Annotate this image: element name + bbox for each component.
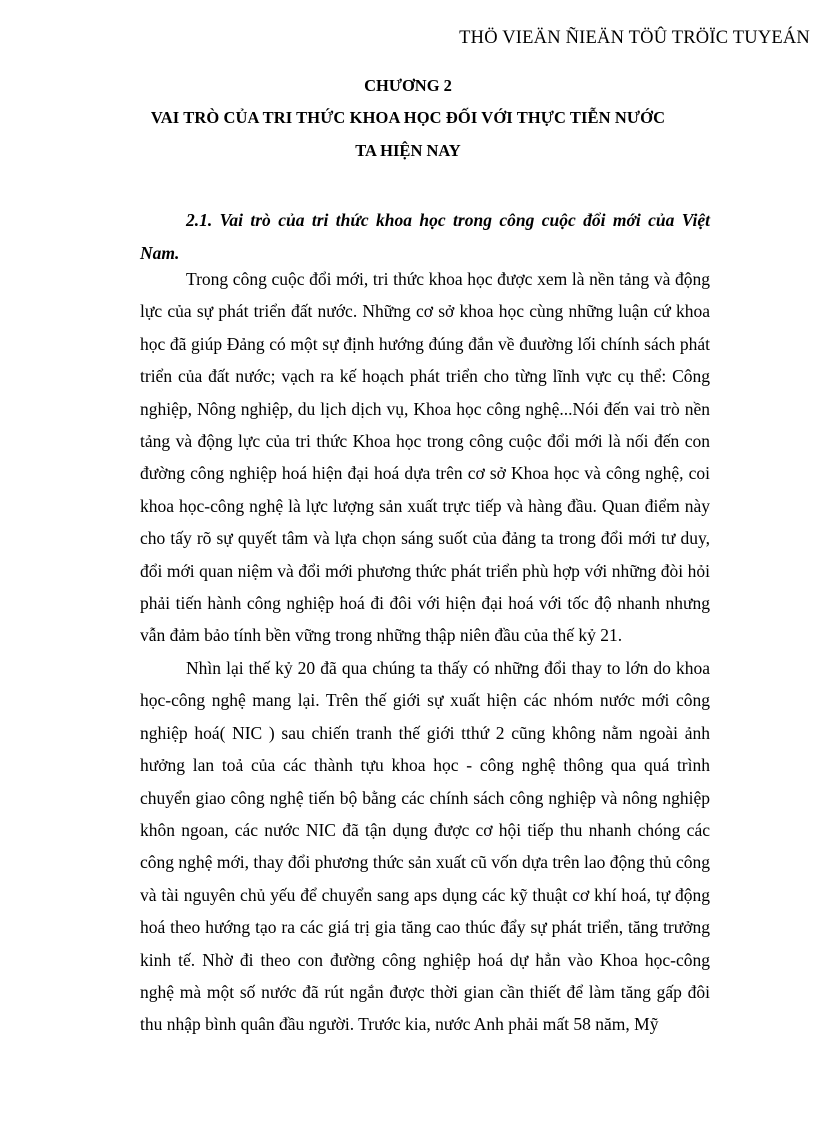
page-header: THÖ VIEÄN ÑIEÄN TÖÛ TRÖÏC TUYEÁN [459, 28, 810, 48]
section-heading: 2.1. Vai trò của tri thức khoa học trong công cuộc đổi mới của Việt Nam. [140, 210, 710, 263]
chapter-title-line-1: VAI TRÒ CỦA TRI THỨC KHOA HỌC ĐỐI VỚI THỰC TIỄN NƯỚC [150, 108, 666, 127]
chapter-title-line-2: TA HIỆN NAY [355, 141, 461, 160]
chapter-number: CHƯƠNG 2 [364, 76, 452, 95]
body-paragraph-2: Nhìn lại thế kỷ 20 đã qua chúng ta thấy có những đổi thay to lớn do khoa học-công nghệ mang lại. Trên thế giới sự xuất hiện các nhóm nước mới công nghiệp hoá( NIC ) sau chiến tranh thế giới tthứ 2 cũng không nằm ngoài ảnh hưởng lan toả của các thành tựu khoa học - công nghệ thông qua quá trình chuyển giao công nghệ tiến bộ bằng các chính sách công nghiệp và nông nghiệp khôn ngoan, các nước NIC đã tận dụng được cơ hội tiếp thu nhanh chóng các công nghệ mới, thay đổi phương thức sản xuất cũ vốn dựa trên lao động thủ công và tài nguyên chủ yếu để chuyển sang aps dụng các kỹ thuật cơ khí hoá, tự động hoá theo hướng tạo ra các giá trị gia tăng cao thúc đẩy sự phát triển, tăng trưởng kinh tế. Nhờ đi theo con đường công nghiệp hoá dự hẳn vào Khoa học-công nghệ mà một số nước đã rút ngắn được thời gian cần thiết để làm tăng gấp đôi thu nhập bình quân đầu người. Trước kia, nước Anh phải mất 58 năm, Mỹ [140, 658, 710, 1035]
body-paragraph-1: Trong công cuộc đổi mới, tri thức khoa học được xem là nền tảng và động lực của sự phát triển đất nước. Những cơ sở khoa học cùng những luận cứ khoa học đã giúp Đảng có một sự định hướng đúng đắn về đuường lối chính sách phát triển của đất nước; vạch ra kế hoạch phát triển cho từng lĩnh vực cụ thể: Công nghiệp, Nông nghiệp, du lịch dịch vụ, Khoa học công nghệ...Nói đến vai trò nền tảng và động lực của tri thức Khoa học trong công cuộc đổi mới là nối đến con đường công nghiệp hoá hiện đại hoá dựa trên cơ sở Khoa học và công nghệ, coi khoa học-công nghệ là lực lượng sản xuất trực tiếp và hàng đầu. Quan điểm này cho tấy rõ sự quyết tâm và lựa chọn sáng suốt của đảng ta trong đổi mới tư duy, đổi mới quan niệm và đổi mới phương thức phát triển phù hợp với những đòi hỏi phải tiến hành công nghiệp hoá đi đôi với hiện đại hoá với tốc độ nhanh nhưng vẫn đảm bảo tính bền vững trong những thập niên đầu của thế kỷ 21. [140, 269, 710, 646]
